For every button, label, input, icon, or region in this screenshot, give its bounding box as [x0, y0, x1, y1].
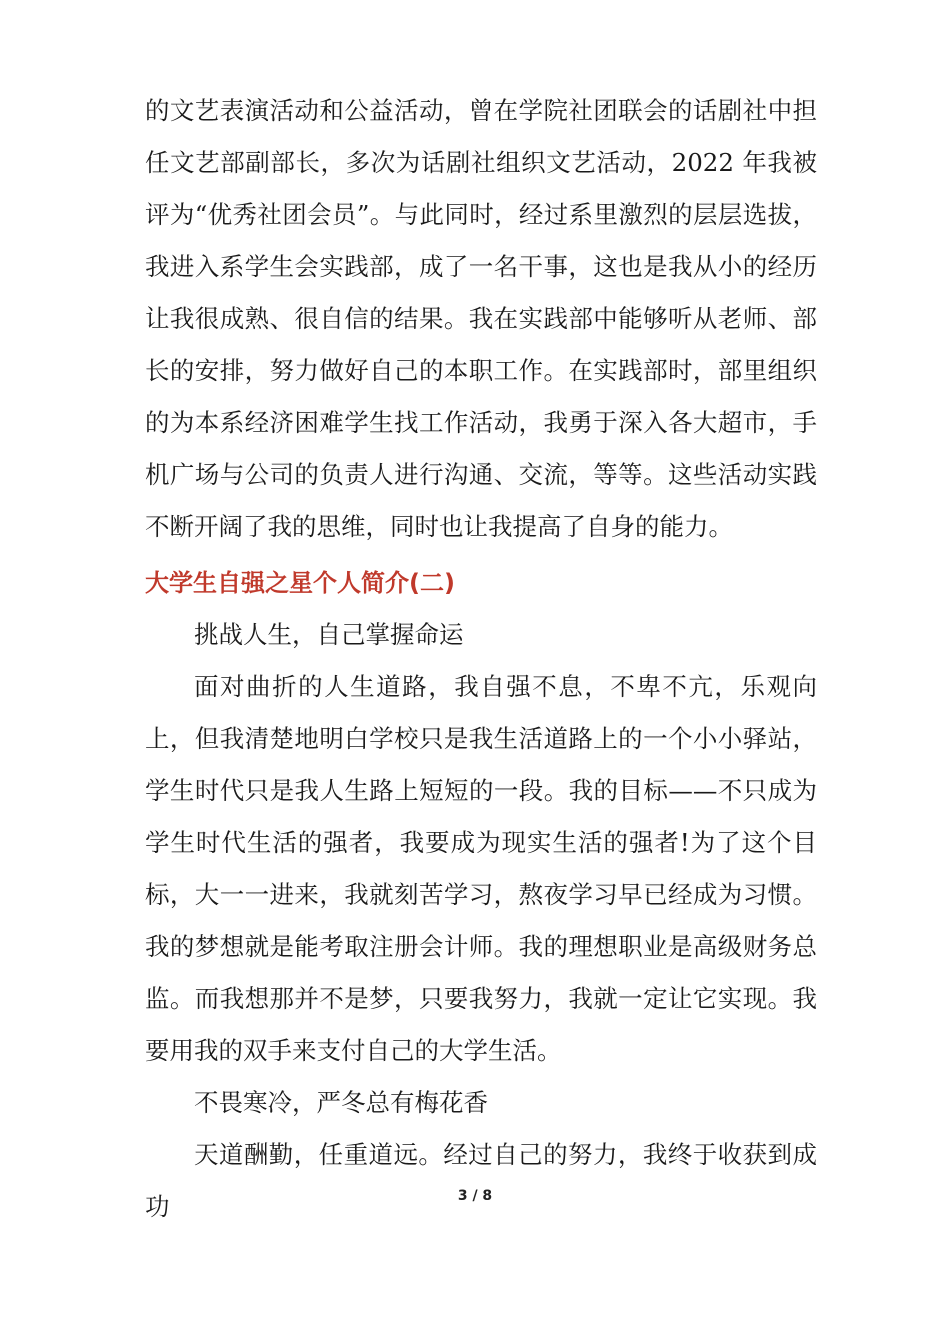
- paragraph-hard-work: 天道酬勤，任重道远。经过自己的努力，我终于收获到成功: [145, 1140, 817, 1221]
- subtitle-challenge-life: 挑战人生，自己掌握命运: [194, 620, 464, 649]
- document-body: [145, 85, 817, 1233]
- section-heading: 大学生自强之星个人简介(二): [145, 569, 455, 597]
- paragraph-goals: 面对曲折的人生道路，我自强不息，不卑不亢，乐观向上，但我清楚地明白学校只是我生活道路上的一个小小驿站，学生时代只是我人生路上短短的一段。我的目标——不只成为学生时代生活的强者，我要成为现实生活的强者!为了这个目标，大一一进来，我就刻苦学习，熬夜学习早已经成为习惯。我的梦想就是能考取注册会计师。我的理想职业是高级财务总监。而我想那并不是梦，只要我努力，我就一定让它实现。我要用我的双手来支付自己的大学生活。: [145, 672, 817, 1065]
- paragraph-continued: 的文艺表演活动和公益活动，曾在学院社团联会的话剧社中担任文艺部副部长，多次为话剧社组织文艺活动，2022 年我被评为“优秀社团会员”。与此同时，经过系里激烈的层层选拔，我进入系学生会实践部，成了一名干事，这也是我从小的经历让我很成熟、很自信的结果。我在实践部中能够听从老师、部长的安排，努力做好自己的本职工作。在实践部时，部里组织的为本系经济困难学生找工作活动，我勇于深入各大超市，手机广场与公司的负责人进行沟通、交流，等等。这些活动实践不断开阔了我的思维，同时也让我提高了自身的能力。: [145, 96, 817, 541]
- page-number: 3 / 8: [457, 1188, 493, 1204]
- subtitle-plum-blossom: 不畏寒冷，严冬总有梅花香: [194, 1088, 488, 1117]
